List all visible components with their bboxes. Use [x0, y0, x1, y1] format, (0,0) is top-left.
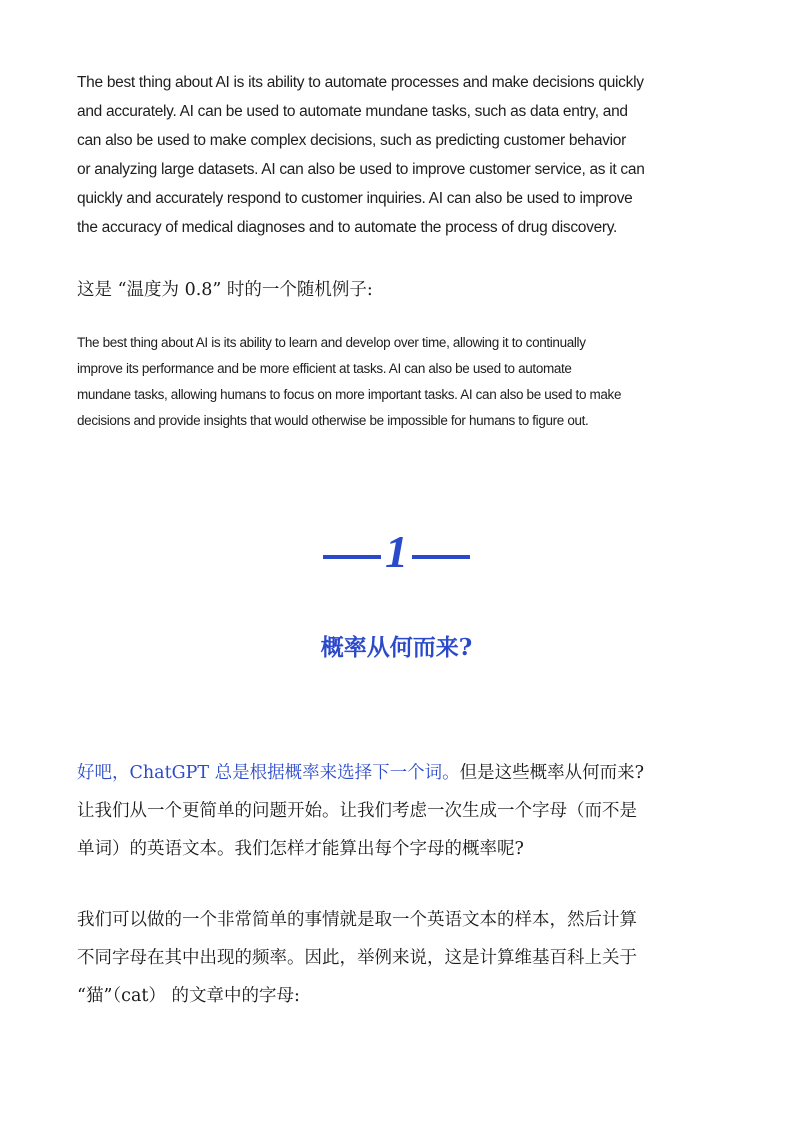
sample-line: and accurately. AI can be used to automate mundane tasks, such as data entry, and — [77, 103, 628, 120]
section-title: 概率从何而来? — [320, 634, 473, 661]
sample-line: can also be used to make complex decisions, such as predicting customer behavior — [77, 132, 626, 149]
sample-line: The best thing about AI is its ability to automate processes and make decisions quickly — [77, 74, 644, 91]
dash-right — [412, 555, 470, 559]
paragraph-probabilities — [77, 754, 727, 868]
paragraph-line: 我们可以做的一个非常简单的事情就是取一个英语文本的样本，然后计算 — [77, 910, 637, 930]
sample-line: decisions and provide insights that would otherwise be impossible for humans to figure out. — [77, 413, 589, 428]
temperature-caption: 这是 “温度为 0.8” 时的一个随机例子: — [77, 280, 373, 300]
section-number — [0, 520, 793, 584]
section-number-text: 1 — [385, 526, 408, 577]
sample-text-low-temperature — [77, 68, 757, 242]
sample-line: the accuracy of medical diagnoses and to automate the process of drug discovery. — [77, 219, 618, 236]
paragraph-letter-counting — [77, 901, 727, 1015]
paragraph-line: 让我们从一个更简单的问题开始。让我们考虑一次生成一个字母（而不是 — [77, 801, 637, 821]
paragraph-line: “猫”（cat） 的文章中的字母: — [77, 986, 300, 1006]
dash-left — [323, 555, 381, 559]
paragraph-line — [77, 754, 727, 792]
paragraph-line: 不同字母在其中出现的频率。因此，举例来说，这是计算维基百科上关于 — [77, 948, 637, 968]
highlighted-sentence: 好吧，ChatGPT 总是根据概率来选择下一个词。 — [77, 763, 460, 783]
sample-text-high-temperature — [77, 330, 757, 434]
sample-line: or analyzing large datasets. AI can also be used to improve customer service, as it can — [77, 161, 645, 178]
paragraph-line: 单词）的英语文本。我们怎样才能算出每个字母的概率呢? — [77, 839, 524, 859]
sample-line: mundane tasks, allowing humans to focus on more important tasks. AI can also be used to make — [77, 387, 622, 402]
sample-line: quickly and accurately respond to customer inquiries. AI can also be used to improve — [77, 190, 633, 207]
sample-line: improve its performance and be more efficient at tasks. AI can also be used to automate — [77, 361, 572, 376]
sentence: 但是这些概率从何而来? — [459, 763, 645, 783]
sample-line: The best thing about AI is its ability to learn and develop over time, allowing it to continually — [77, 335, 586, 350]
